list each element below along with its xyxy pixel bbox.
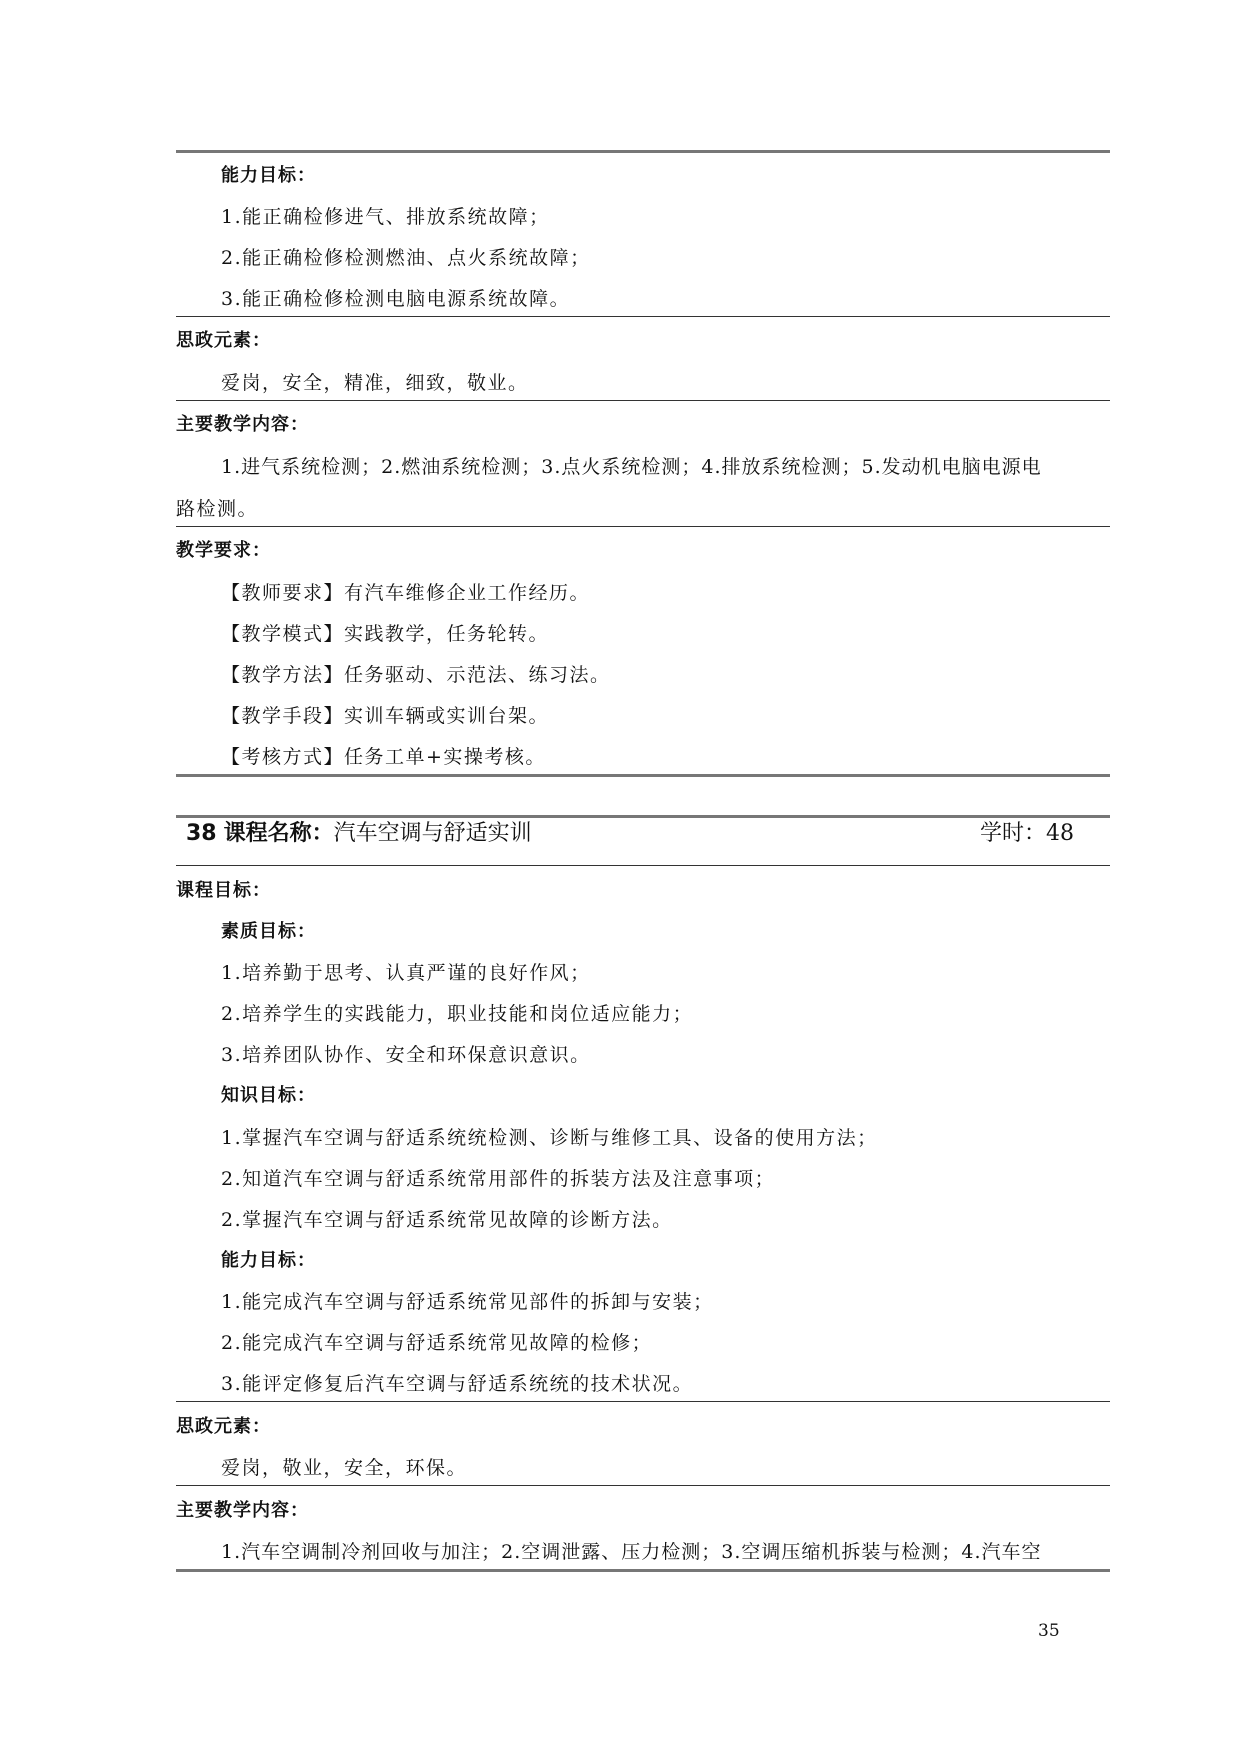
section-divider bbox=[176, 1485, 1110, 1486]
hours-label: 学时： bbox=[979, 821, 1046, 846]
knowledge-item: 2.知道汽车空调与舒适系统常用部件的拆装方法及注意事项； bbox=[221, 1168, 776, 1190]
ability-label: 能力目标： bbox=[221, 165, 316, 186]
section-end-rule bbox=[176, 774, 1110, 777]
content-text: 1.进气系统检测；2.燃油系统检测；3.点火系统检测；4.排放系统检测；5.发动机电脑电源电 bbox=[221, 456, 1042, 478]
top-rule bbox=[176, 150, 1110, 153]
knowledge-item: 2.掌握汽车空调与舒适系统常见故障的诊断方法。 bbox=[221, 1209, 673, 1231]
requirement-item: 【教学方法】任务驱动、示范法、练习法。 bbox=[221, 664, 611, 686]
course-content-text: 1.汽车空调制冷剂回收与加注；2.空调泄露、压力检测；3.空调压缩机拆装与检测；4.汽车空 bbox=[221, 1541, 1042, 1563]
page-number: 35 bbox=[1038, 1621, 1060, 1641]
course-name: 汽车空调与舒适实训 bbox=[333, 821, 532, 846]
section-divider bbox=[176, 526, 1110, 527]
quality-item: 1.培养勤于思考、认真严谨的良好作风； bbox=[221, 962, 591, 984]
course-top-rule bbox=[176, 815, 1110, 818]
course-ability-item: 2.能完成汽车空调与舒适系统常见故障的检修； bbox=[221, 1332, 653, 1354]
requirement-item: 【考核方式】任务工单+实操考核。 bbox=[221, 746, 546, 768]
section-divider bbox=[176, 400, 1110, 401]
requirement-item: 【教师要求】有汽车维修企业工作经历。 bbox=[221, 582, 591, 604]
course-ability-item: 1.能完成汽车空调与舒适系统常见部件的拆卸与安装； bbox=[221, 1291, 714, 1313]
hours-value: 48 bbox=[1046, 821, 1074, 846]
course-hours bbox=[980, 819, 1074, 849]
requirements-label: 教学要求： bbox=[176, 540, 271, 561]
course-number: 38 bbox=[186, 821, 217, 846]
quality-item: 3.培养团队协作、安全和环保意识意识。 bbox=[221, 1044, 591, 1066]
ability-item: 2.能正确检修检测燃油、点火系统故障； bbox=[221, 247, 591, 269]
section-divider bbox=[176, 865, 1110, 866]
ability-item: 3.能正确检修检测电脑电源系统故障。 bbox=[221, 288, 571, 310]
ability-item: 1.能正确检修进气、排放系统故障； bbox=[221, 206, 550, 228]
course-title-row bbox=[186, 819, 1086, 849]
course-ability-item: 3.能评定修复后汽车空调与舒适系统统的技术状况。 bbox=[221, 1373, 694, 1395]
ideology-label: 思政元素： bbox=[176, 330, 271, 351]
requirement-item: 【教学手段】实训车辆或实训台架。 bbox=[221, 705, 550, 727]
content-text: 路检测。 bbox=[176, 498, 259, 520]
content-label: 主要教学内容： bbox=[176, 414, 309, 435]
ideology-text: 爱岗，安全，精准，细致，敬业。 bbox=[221, 372, 529, 394]
requirement-item: 【教学模式】实践教学，任务轮转。 bbox=[221, 623, 550, 645]
bottom-rule bbox=[176, 1569, 1110, 1572]
knowledge-label: 知识目标： bbox=[221, 1085, 316, 1106]
section-divider bbox=[176, 1401, 1110, 1402]
course-ability-label: 能力目标： bbox=[221, 1250, 316, 1271]
course-ideology-text: 爱岗，敬业，安全，环保。 bbox=[221, 1457, 468, 1479]
section-divider bbox=[176, 316, 1110, 317]
quality-label: 素质目标： bbox=[221, 921, 316, 942]
goal-label: 课程目标： bbox=[176, 880, 271, 901]
course-ideology-label: 思政元素： bbox=[176, 1416, 271, 1437]
knowledge-item: 1.掌握汽车空调与舒适系统统检测、诊断与维修工具、设备的使用方法； bbox=[221, 1127, 878, 1149]
course-content-label: 主要教学内容： bbox=[176, 1500, 309, 1521]
quality-item: 2.培养学生的实践能力，职业技能和岗位适应能力； bbox=[221, 1003, 694, 1025]
course-name-label: 课程名称： bbox=[223, 821, 334, 846]
